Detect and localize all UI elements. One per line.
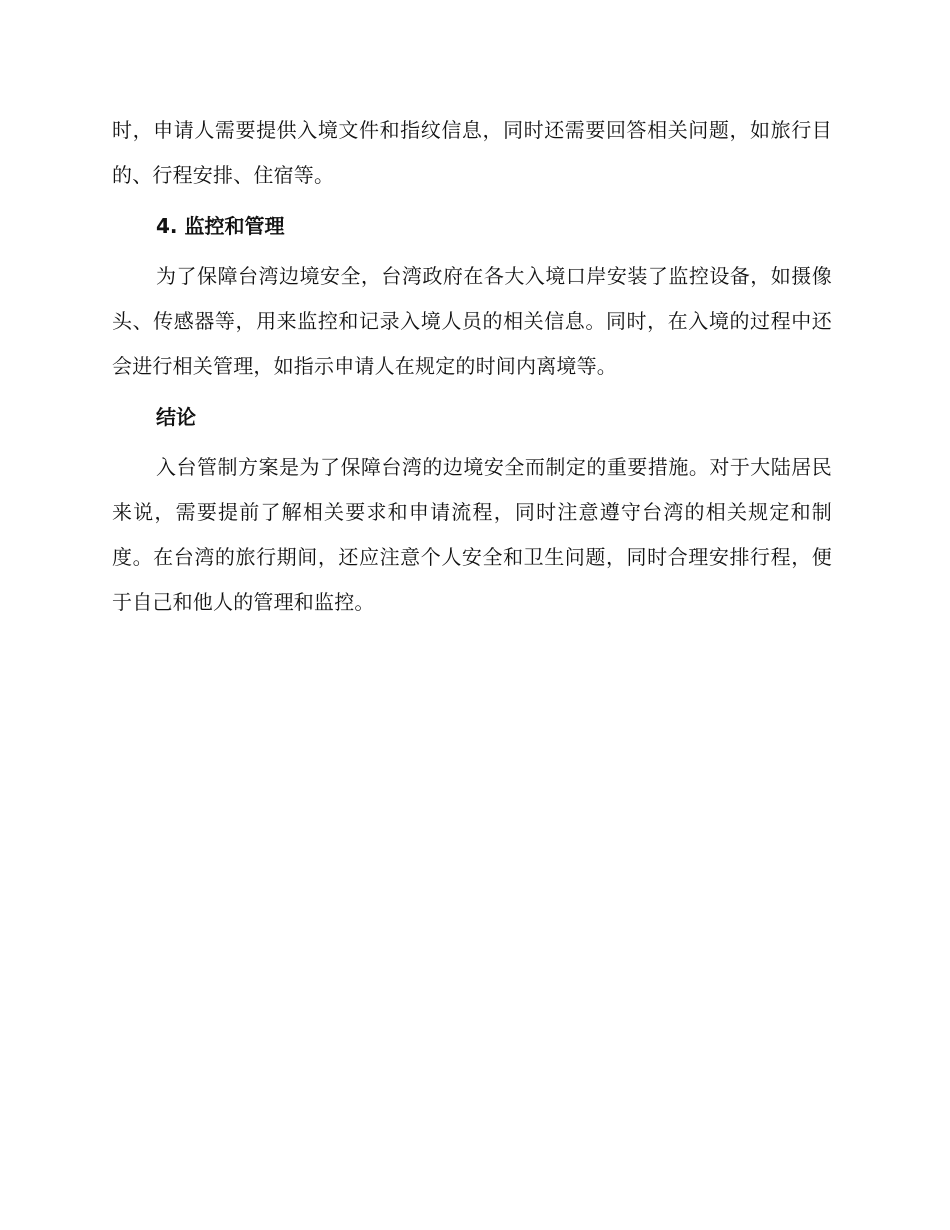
conclusion-paragraph: 入台管制方案是为了保障台湾的边境安全而制定的重要措施。对于大陆居民来说，需要提前了解相关要求和申请流程，同时注意遵守台湾的相关规定和制度。在台湾的旅行期间，还应注意个人安全和卫生问题，同时合理安排行程，便于自己和他人的管理和监控。: [112, 455, 832, 614]
section-4-paragraph: 为了保障台湾边境安全，台湾政府在各大入境口岸安装了监控设备，如摄像头、传感器等，用来监控和记录入境人员的相关信息。同时，在入境的过程中还会进行相关管理，如指示申请人在规定的时间内离境等。: [112, 264, 832, 378]
intro-paragraph: 时，申请人需要提供入境文件和指纹信息，同时还需要回答相关问题，如旅行目的、行程安排、住宿等。: [112, 118, 832, 187]
section-4-heading: 4. 监控和管理: [156, 214, 285, 238]
conclusion-heading: 结论: [156, 405, 196, 429]
spacer: [112, 432, 832, 445]
spacer: [112, 198, 832, 211]
document-page: [112, 108, 832, 625]
spacer: [112, 389, 832, 402]
spacer: [112, 241, 832, 254]
